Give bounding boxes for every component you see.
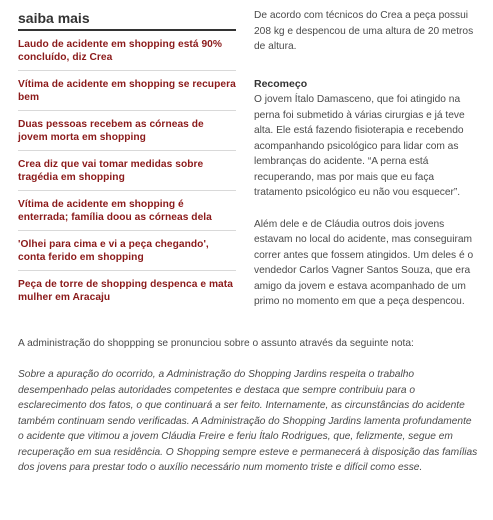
list-item — [18, 191, 236, 231]
list-item — [18, 271, 236, 310]
related-news-link[interactable]: Peça de torre de shopping despenca e mata mulher em Aracaju — [18, 279, 233, 303]
official-note-quote: Sobre a apuração do ocorrido, a Administração do Shopping Jardins respeita o trabalho desempenhado pelas autoridades competentes e destaca que sempre contribuiu para o esclarecimento dos fatos, o que continuará a ser feito. Internamente, as circunstâncias do acidente também continuam sendo verificadas. A Administração do Shopping Jardins lamenta profundamente o acidente que vitimou a jovem Cláudia Freire e feriu Ítalo Rodrigues, que, felizmente, segue em recuperação em sua residência. O Shopping sempre esteve e permanecerá à disposição das famílias dos jovens para prestar todo o auxílio necessário num momento triste e difícil como esse. — [18, 369, 478, 473]
related-news-link[interactable]: Duas pessoas recebem as córneas de jovem morta em shopping — [18, 119, 204, 143]
related-news-title: saiba mais — [18, 8, 236, 31]
list-item — [18, 231, 236, 271]
article-subheading: Recomeço — [254, 77, 308, 90]
note-intro: A administração do shoppping se pronunciou sobre o assunto através da seguinte nota: — [18, 338, 414, 349]
related-news-link[interactable]: Laudo de acidente em shopping está 90% concluído, diz Crea — [18, 39, 222, 63]
list-item — [18, 31, 236, 71]
list-item — [18, 71, 236, 111]
article-paragraph: De acordo com técnicos do Crea a peça possui 208 kg e despencou de uma altura de 20 metros de altura. — [254, 10, 474, 52]
related-news-link[interactable]: Crea diz que vai tomar medidas sobre tragédia em shopping — [18, 159, 204, 183]
article-right-column — [254, 8, 480, 310]
list-item — [18, 151, 236, 191]
list-item — [18, 111, 236, 151]
article-paragraph: O jovem Ítalo Damasceno, que foi atingido na perna foi submetido à várias cirurgias e já teve alta. Ele está fazendo fisioterapia e recebendo acompanhando psicológico para lidar com as lembranças do acidente. “A perna está recuperando, mas por mais que eu faça tratamento psicológico eu não vou esquecer”. — [254, 94, 465, 198]
related-news-link[interactable]: 'Olhei para cima e vi a peça chegando', conta ferido em shopping — [18, 239, 209, 263]
related-news-box — [18, 8, 236, 310]
related-news-list — [18, 31, 236, 310]
article-paragraph: Além dele e de Cláudia outros dois jovens estavam no local do acidente, mas conseguiram correr antes que fossem atingidos. Um deles é o vendedor Carlos Vagner Santos Souza, que era amigo da jovem e estava acompanhado de um primo no momento em que a peça despencou. — [254, 218, 474, 307]
related-news-link[interactable]: Vítima de acidente em shopping se recupera bem — [18, 79, 236, 103]
related-news-link[interactable]: Vítima de acidente em shopping é enterrada; família doou as córneas dela — [18, 199, 212, 223]
